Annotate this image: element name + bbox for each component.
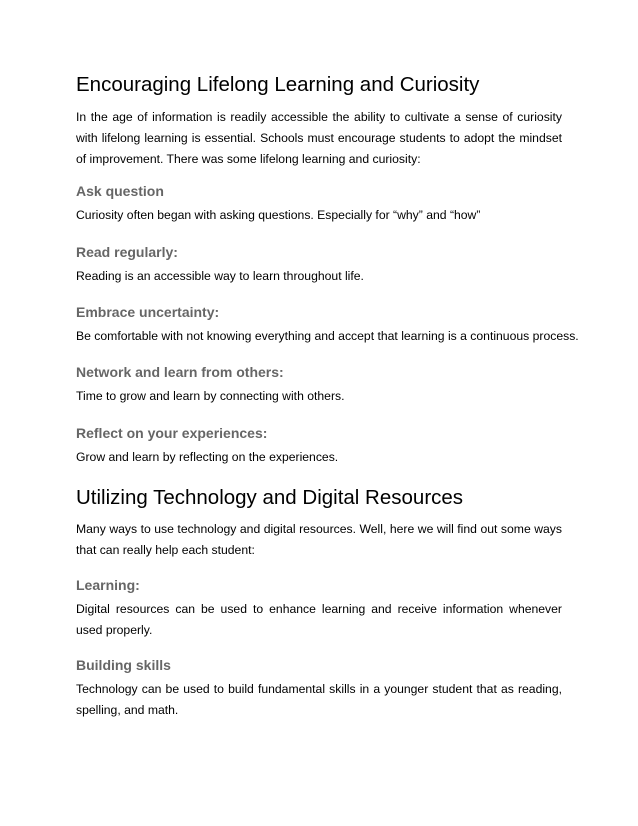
body-text: Time to grow and learn by connecting with others. <box>76 389 345 403</box>
body-text: Curiosity often began with asking questions. Especially for “why” and “how” <box>76 208 481 222</box>
body-text: Technology can be used to build fundamental skills in a younger student that as reading, spelling, and math. <box>76 682 562 717</box>
subheading: Learning: <box>76 577 140 593</box>
body-text: Be comfortable with not knowing everything and accept that learning is a continuous process. <box>76 329 579 343</box>
subheading: Reflect on your experiences: <box>76 425 268 441</box>
subheading: Building skills <box>76 657 171 673</box>
body-text: Grow and learn by reflecting on the experiences. <box>76 450 339 464</box>
subheading: Ask question <box>76 183 164 199</box>
subheading: Embrace uncertainty: <box>76 304 220 320</box>
body-text: Reading is an accessible way to learn throughout life. <box>76 269 364 283</box>
section-intro: In the age of information is readily accessible the ability to cultivate a sense of curiosity with lifelong learning is essential. Schools must encourage students to adopt the mindset of improvement. There was some lifelong learning and curiosity: <box>76 110 562 166</box>
section-title: Encouraging Lifelong Learning and Curiosity <box>76 73 480 96</box>
subheading: Network and learn from others: <box>76 364 284 380</box>
subheading: Read regularly: <box>76 244 178 260</box>
section-intro: Many ways to use technology and digital resources. Well, here we will find out some ways that can really help each student: <box>76 522 562 557</box>
body-text: Digital resources can be used to enhance learning and receive information whenever used properly. <box>76 602 562 637</box>
section-title: Utilizing Technology and Digital Resources <box>76 486 464 509</box>
